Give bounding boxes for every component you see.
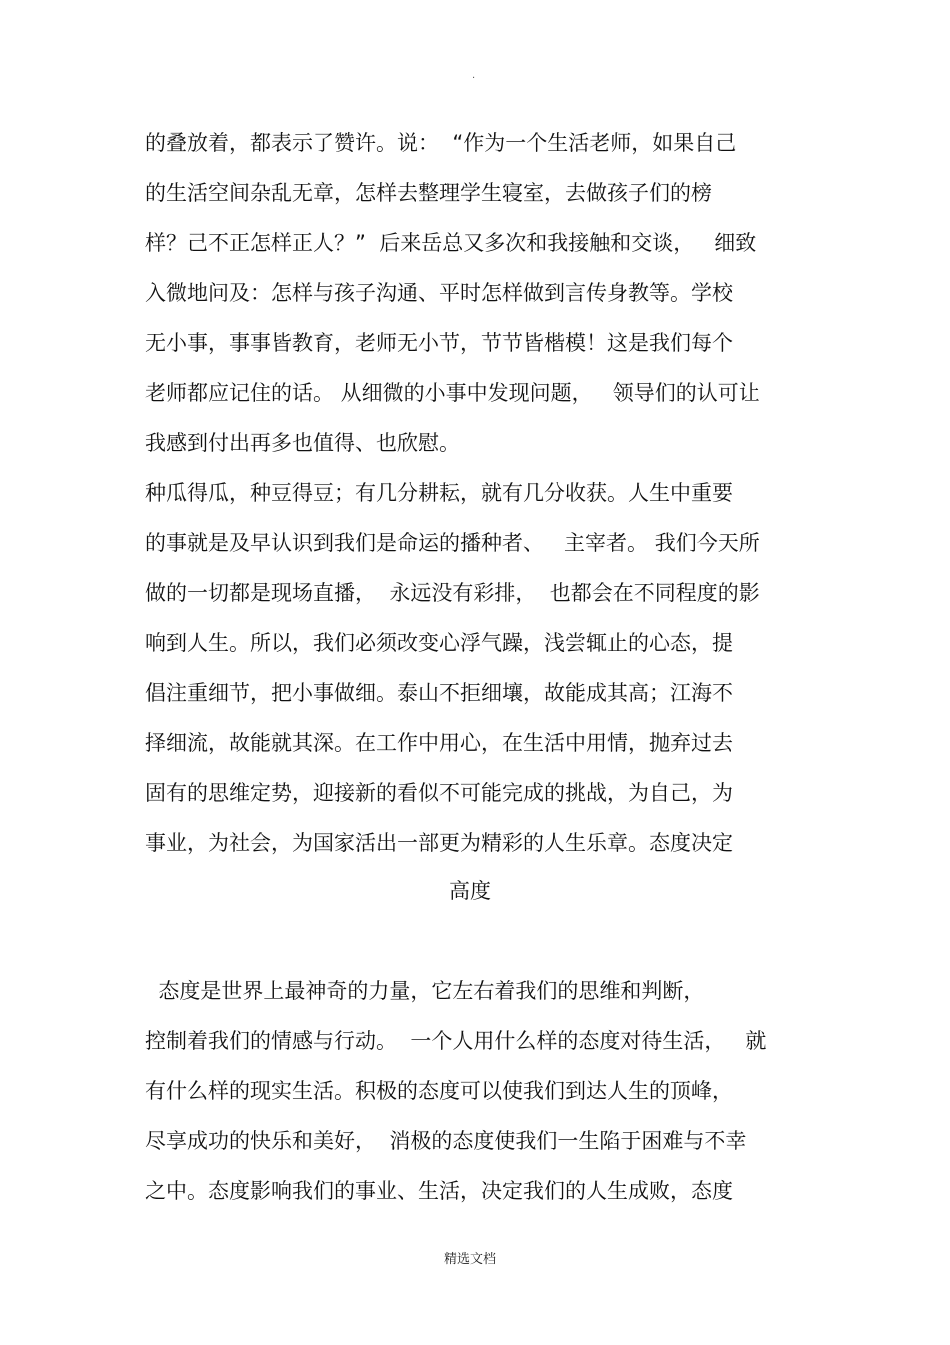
- text-line: 无小事，事事皆教育，老师无小节，节节皆楷模！这是我们每个: [145, 331, 733, 355]
- text-line: 事业，为社会，为国家活出一部更为精彩的人生乐章。态度决定: [145, 831, 733, 855]
- text-line: 的事就是及早认识到我们是命运的播种者、 主宰者。 我们今天所: [145, 531, 760, 555]
- text-line: 做的一切都是现场直播， 永远没有彩排， 也都会在不同程度的影: [145, 581, 760, 605]
- text-line: 择细流，故能就其深。在工作中用心，在生活中用情，抛弃过去: [145, 731, 733, 755]
- text-line: 控制着我们的情感与行动。 一个人用什么样的态度对待生活， 就: [145, 1029, 767, 1053]
- text-line: 样？己不正怎样正人？” 后来岳总又多次和我接触和交谈， 细致: [145, 231, 757, 255]
- text-line: 的叠放着，都表示了赞许。说： “作为一个生活老师，如果自己: [145, 131, 737, 155]
- text-line: 老师都应记住的话。 从细微的小事中发现问题， 领导们的认可让: [145, 381, 760, 405]
- text-line: 有什么样的现实生活。积极的态度可以使我们到达人生的顶峰，: [145, 1079, 733, 1103]
- text-line: 入微地问及：怎样与孩子沟通、平时怎样做到言传身教等。学校: [145, 281, 733, 305]
- text-line: 固有的思维定势，迎接新的看似不可能完成的挑战，为自己，为: [145, 781, 733, 805]
- text-line: 我感到付出再多也值得、也欣慰。: [145, 431, 460, 455]
- text-line: 倡注重细节，把小事做细。泰山不拒细壤，故能成其高；江海不: [145, 681, 733, 705]
- text-line: 响到人生。所以，我们必须改变心浮气躁，浅尝辄止的心态，提: [145, 631, 733, 655]
- text-line: 种瓜得瓜，种豆得豆；有几分耕耘，就有几分收获。人生中重要: [145, 481, 733, 505]
- text-line: 尽享成功的快乐和美好， 消极的态度使我们一生陷于困难与不幸: [145, 1129, 747, 1153]
- text-line: 的生活空间杂乱无章，怎样去整理学生寝室，去做孩子们的榜: [145, 181, 712, 205]
- section-title: 高度: [449, 879, 491, 903]
- text-line: 态度是世界上最神奇的力量，它左右着我们的思维和判断，: [145, 979, 705, 1003]
- text-line: 之中。态度影响我们的事业、生活，决定我们的人生成败，态度: [145, 1179, 733, 1203]
- header-mark: .: [472, 70, 476, 81]
- page-footer: 精选文档: [443, 1252, 496, 1267]
